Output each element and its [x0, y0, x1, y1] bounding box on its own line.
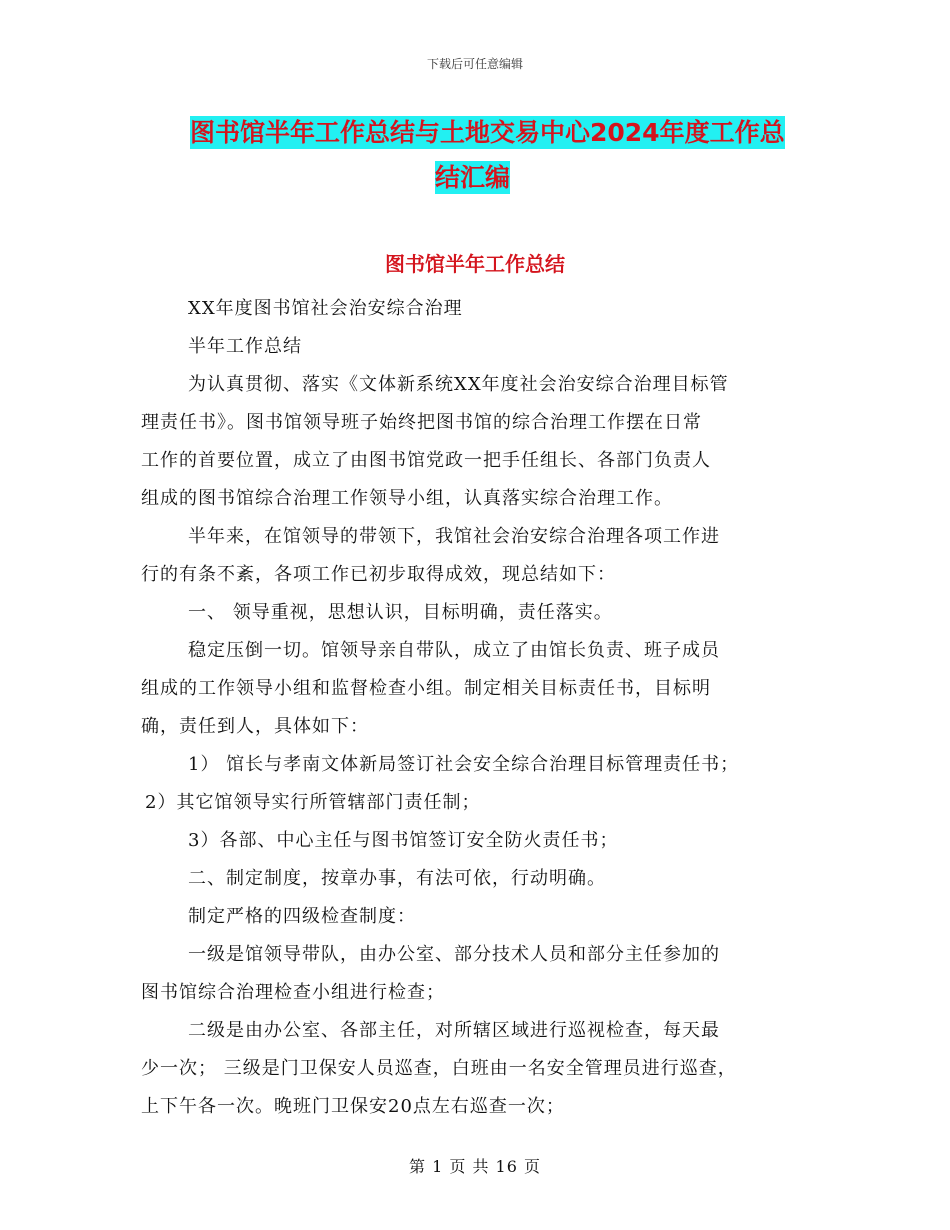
body-line: 2）其它馆领导实行所管辖部门责任制；	[145, 792, 481, 813]
body-line: 上下午各一次。晚班门卫保安20点左右巡查一次；	[141, 1096, 565, 1117]
body-line: 工作的首要位置，成立了由图书馆党政一把手任组长、各部门负责人	[141, 450, 711, 471]
page-footer: 第 1 页 共 16 页	[409, 1157, 541, 1176]
header-note: 下载后可任意编辑	[426, 57, 523, 71]
body-line: 一、 领导重视，思想认识，目标明确，责任落实。	[188, 602, 613, 623]
title-highlight-2: 结汇编	[435, 163, 511, 192]
document-title-line-1	[190, 113, 785, 149]
body-line: 半年来，在馆领导的带领下，我馆社会治安综合治理各项工作进	[188, 526, 720, 547]
body-line: 制定严格的四级检查制度：	[188, 906, 416, 927]
title-highlight-1: 图书馆半年工作总结与土地交易中心2024年度工作总	[190, 118, 785, 147]
body-line: 图书馆综合治理检查小组进行检查；	[141, 982, 445, 1003]
body-line: 二级是由办公室、各部主任，对所辖区域进行巡视检查，每天最	[188, 1020, 720, 1041]
body-line: XX年度图书馆社会治安综合治理	[188, 298, 463, 319]
body-line: 稳定压倒一切。馆领导亲自带队，成立了由馆长负责、班子成员	[188, 640, 720, 661]
body-line: 组成的工作领导小组和监督检查小组。制定相关目标责任书，目标明	[141, 678, 711, 699]
body-line: 二、制定制度，按章办事，有法可依，行动明确。	[188, 868, 606, 889]
body-line: 行的有条不紊，各项工作已初步取得成效，现总结如下：	[141, 564, 616, 585]
document-title-line-2	[435, 158, 510, 194]
body-line: 为认真贯彻、落实《文体新系统XX年度社会治安综合治理目标管	[188, 374, 729, 395]
body-line: 1） 馆长与孝南文体新局签订社会安全综合治理目标管理责任书；	[188, 754, 740, 775]
body-line: 3）各部、中心主任与图书馆签订安全防火责任书；	[188, 830, 619, 851]
body-line: 半年工作总结	[188, 336, 302, 357]
body-line: 理责任书》。图书馆领导班子始终把图书馆的综合治理工作摆在日常	[141, 412, 702, 433]
body-line: 一级是馆领导带队，由办公室、部分技术人员和部分主任参加的	[188, 944, 720, 965]
body-line: 少一次； 三级是门卫保安人员巡查，白班由一名安全管理员进行巡查，	[141, 1058, 737, 1079]
body-line: 确，责任到人，具体如下：	[141, 716, 369, 737]
section-title: 图书馆半年工作总结	[385, 252, 565, 276]
body-line: 组成的图书馆综合治理工作领导小组，认真落实综合治理工作。	[141, 488, 673, 509]
